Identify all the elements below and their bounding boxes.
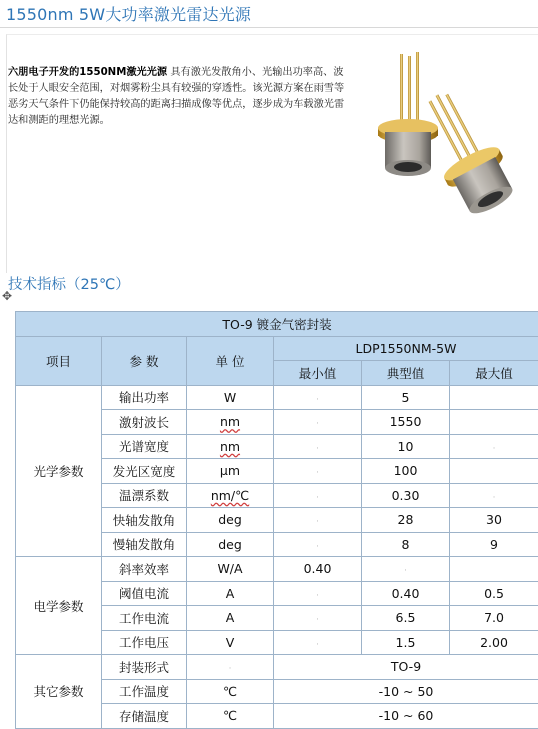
typ-cell-text: 8: [402, 537, 410, 552]
typ-cell: [362, 581, 450, 606]
param-cell-text: 存储温度: [119, 709, 169, 724]
min-cell: [274, 606, 362, 631]
min-cell-text: ·: [316, 615, 319, 625]
unit-cell-text: A: [226, 586, 235, 601]
max-cell-text: ·: [493, 444, 496, 454]
typ-cell-text: 6.5: [396, 610, 416, 625]
unit-cell-text: W/A: [217, 561, 242, 576]
unit-cell: [187, 679, 274, 704]
unit-cell: [187, 704, 274, 729]
min-cell-text: ·: [316, 444, 319, 454]
unit-cell: [187, 385, 274, 410]
param-cell-text: 输出功率: [119, 390, 169, 405]
max-cell-text: ·: [493, 493, 496, 503]
unit-cell-text: nm: [220, 439, 240, 454]
min-cell: [274, 483, 362, 508]
param-cell: [102, 630, 187, 655]
table-row: [16, 557, 538, 582]
min-cell-text: ·: [316, 395, 319, 405]
header-row: [16, 336, 538, 361]
param-cell-text: 工作温度: [119, 684, 169, 699]
typ-cell: [362, 508, 450, 533]
unit-cell-text: nm/℃: [211, 488, 249, 503]
unit-cell-text: ℃: [223, 708, 237, 723]
max-cell-text: 30: [486, 512, 502, 527]
typ-cell-text: 0.40: [392, 586, 420, 601]
typ-cell: [362, 434, 450, 459]
unit-cell: [187, 483, 274, 508]
min-cell: [274, 532, 362, 557]
group-label: 电学参数: [16, 557, 102, 655]
typ-cell: [362, 606, 450, 631]
unit-cell: [187, 508, 274, 533]
max-cell: [450, 557, 538, 582]
param-cell: [102, 410, 187, 435]
typ-cell: [362, 385, 450, 410]
unit-cell: [187, 581, 274, 606]
package-header: TO-9 镀金气密封装: [16, 312, 538, 337]
max-cell: [450, 606, 538, 631]
max-cell: [450, 630, 538, 655]
min-cell: [274, 385, 362, 410]
param-cell-text: 发光区宽度: [113, 464, 176, 479]
param-header: 参 数: [102, 336, 187, 385]
group-label: 其它参数: [16, 655, 102, 729]
unit-header: 单 位: [187, 336, 274, 385]
typ-cell-text: 0.30: [392, 488, 420, 503]
value-cell: [274, 704, 538, 729]
table-row: [16, 655, 538, 680]
to9-laser-diode-icon: [352, 44, 538, 224]
min-cell-text: ·: [316, 517, 319, 527]
param-cell: [102, 704, 187, 729]
param-cell-text: 封装形式: [119, 660, 169, 675]
param-cell-text: 工作电流: [119, 611, 169, 626]
spec-section-title: 技术指标（25℃）: [8, 273, 130, 294]
typ-cell: [362, 532, 450, 557]
min-cell: [274, 434, 362, 459]
package-row: [16, 312, 538, 337]
typ-cell: [362, 459, 450, 484]
unit-cell: [187, 434, 274, 459]
max-cell: [450, 508, 538, 533]
max-cell: [450, 459, 538, 484]
param-cell: [102, 655, 187, 680]
max-cell-text: 9: [490, 537, 498, 552]
unit-cell: [187, 606, 274, 631]
param-cell: [102, 434, 187, 459]
param-cell-text: 工作电压: [119, 635, 169, 650]
unit-cell: [187, 630, 274, 655]
max-cell: [450, 532, 538, 557]
unit-cell-text: μm: [220, 463, 240, 478]
param-cell-text: 快轴发散角: [113, 513, 176, 528]
param-cell-text: 慢轴发散角: [113, 537, 176, 552]
param-cell: [102, 581, 187, 606]
min-cell-text: ·: [316, 640, 319, 650]
group-label: 光学参数: [16, 385, 102, 557]
typ-cell-text: 10: [398, 439, 414, 454]
model-header: LDP1550NM-5W: [274, 336, 538, 361]
value-cell: [274, 679, 538, 704]
unit-cell-text: ℃: [223, 684, 237, 699]
min-cell: [274, 581, 362, 606]
param-cell: [102, 483, 187, 508]
page-title: 1550nm 5W大功率激光雷达光源: [6, 2, 251, 25]
min-cell: [274, 459, 362, 484]
min-cell-text: ·: [316, 468, 319, 478]
intro-highlight: 六朋电子开发的1550NM激光光源: [8, 67, 167, 78]
value-cell-text: -10 ~ 50: [379, 684, 434, 699]
param-cell: [102, 679, 187, 704]
min-cell-text: ·: [316, 542, 319, 552]
param-cell-text: 斜率效率: [119, 562, 169, 577]
param-cell-text: 温漂系数: [119, 488, 169, 503]
param-cell: [102, 557, 187, 582]
min-cell: [274, 508, 362, 533]
max-cell-text: 0.5: [484, 586, 504, 601]
typ-cell-text: 1550: [390, 414, 422, 429]
param-cell-text: 激射波长: [119, 415, 169, 430]
max-header: 最大值: [450, 361, 538, 386]
unit-cell: [187, 655, 274, 680]
unit-cell-text: deg: [218, 512, 242, 527]
typ-cell-text: 1.5: [396, 635, 416, 650]
max-cell: [450, 434, 538, 459]
unit-cell: [187, 459, 274, 484]
unit-cell-text: deg: [218, 537, 242, 552]
typ-cell: [362, 410, 450, 435]
max-cell-text: 7.0: [484, 610, 504, 625]
param-cell: [102, 385, 187, 410]
typ-cell-text: 100: [394, 463, 418, 478]
min-cell: [274, 410, 362, 435]
intro-paragraph: [8, 65, 353, 129]
param-cell: [102, 459, 187, 484]
param-cell: [102, 606, 187, 631]
typ-cell: [362, 557, 450, 582]
unit-cell-text: V: [226, 635, 235, 650]
min-cell-text: ·: [316, 493, 319, 503]
typ-header: 典型值: [362, 361, 450, 386]
min-cell: [274, 557, 362, 582]
unit-cell-text: A: [226, 610, 235, 625]
typ-cell: [362, 630, 450, 655]
typ-cell-text: ·: [404, 566, 407, 576]
value-cell-text: TO-9: [391, 659, 421, 674]
param-cell: [102, 532, 187, 557]
item-header: 项目: [16, 336, 102, 385]
title-divider: [0, 27, 538, 28]
max-cell: [450, 581, 538, 606]
min-cell-text: ·: [316, 591, 319, 601]
value-cell: [274, 655, 538, 680]
param-cell-text: 阈值电流: [119, 586, 169, 601]
param-cell-text: 光谱宽度: [119, 439, 169, 454]
max-cell: [450, 410, 538, 435]
value-cell-text: -10 ~ 60: [379, 708, 434, 723]
min-header: 最小值: [274, 361, 362, 386]
min-cell-text: ·: [316, 419, 319, 429]
spec-table: [15, 311, 538, 729]
param-cell: [102, 508, 187, 533]
unit-cell: [187, 532, 274, 557]
typ-cell-text: 28: [398, 512, 414, 527]
unit-cell: [187, 557, 274, 582]
unit-cell-text: nm: [220, 414, 240, 429]
table-row: [16, 385, 538, 410]
unit-cell-text: W: [224, 390, 236, 405]
min-cell: [274, 630, 362, 655]
typ-cell: [362, 483, 450, 508]
max-cell: [450, 483, 538, 508]
table-move-handle-icon[interactable]: ✥: [0, 289, 14, 303]
intro-body: 具有激光发散角小、光输出功率高、波长处于人眼安全范围，对烟雾粉尘具有较强的穿透性。该光源方案在雨雪等恶劣天气条件下仍能保持较高的距离扫描成像等优点，逐步成为车载激光雷达和测距的理想光源。: [8, 67, 344, 126]
unit-cell: [187, 410, 274, 435]
min-cell-text: 0.40: [304, 561, 332, 576]
max-cell-text: 2.00: [480, 635, 508, 650]
max-cell: [450, 385, 538, 410]
typ-cell-text: 5: [402, 390, 410, 405]
unit-cell-text: ·: [229, 664, 232, 674]
